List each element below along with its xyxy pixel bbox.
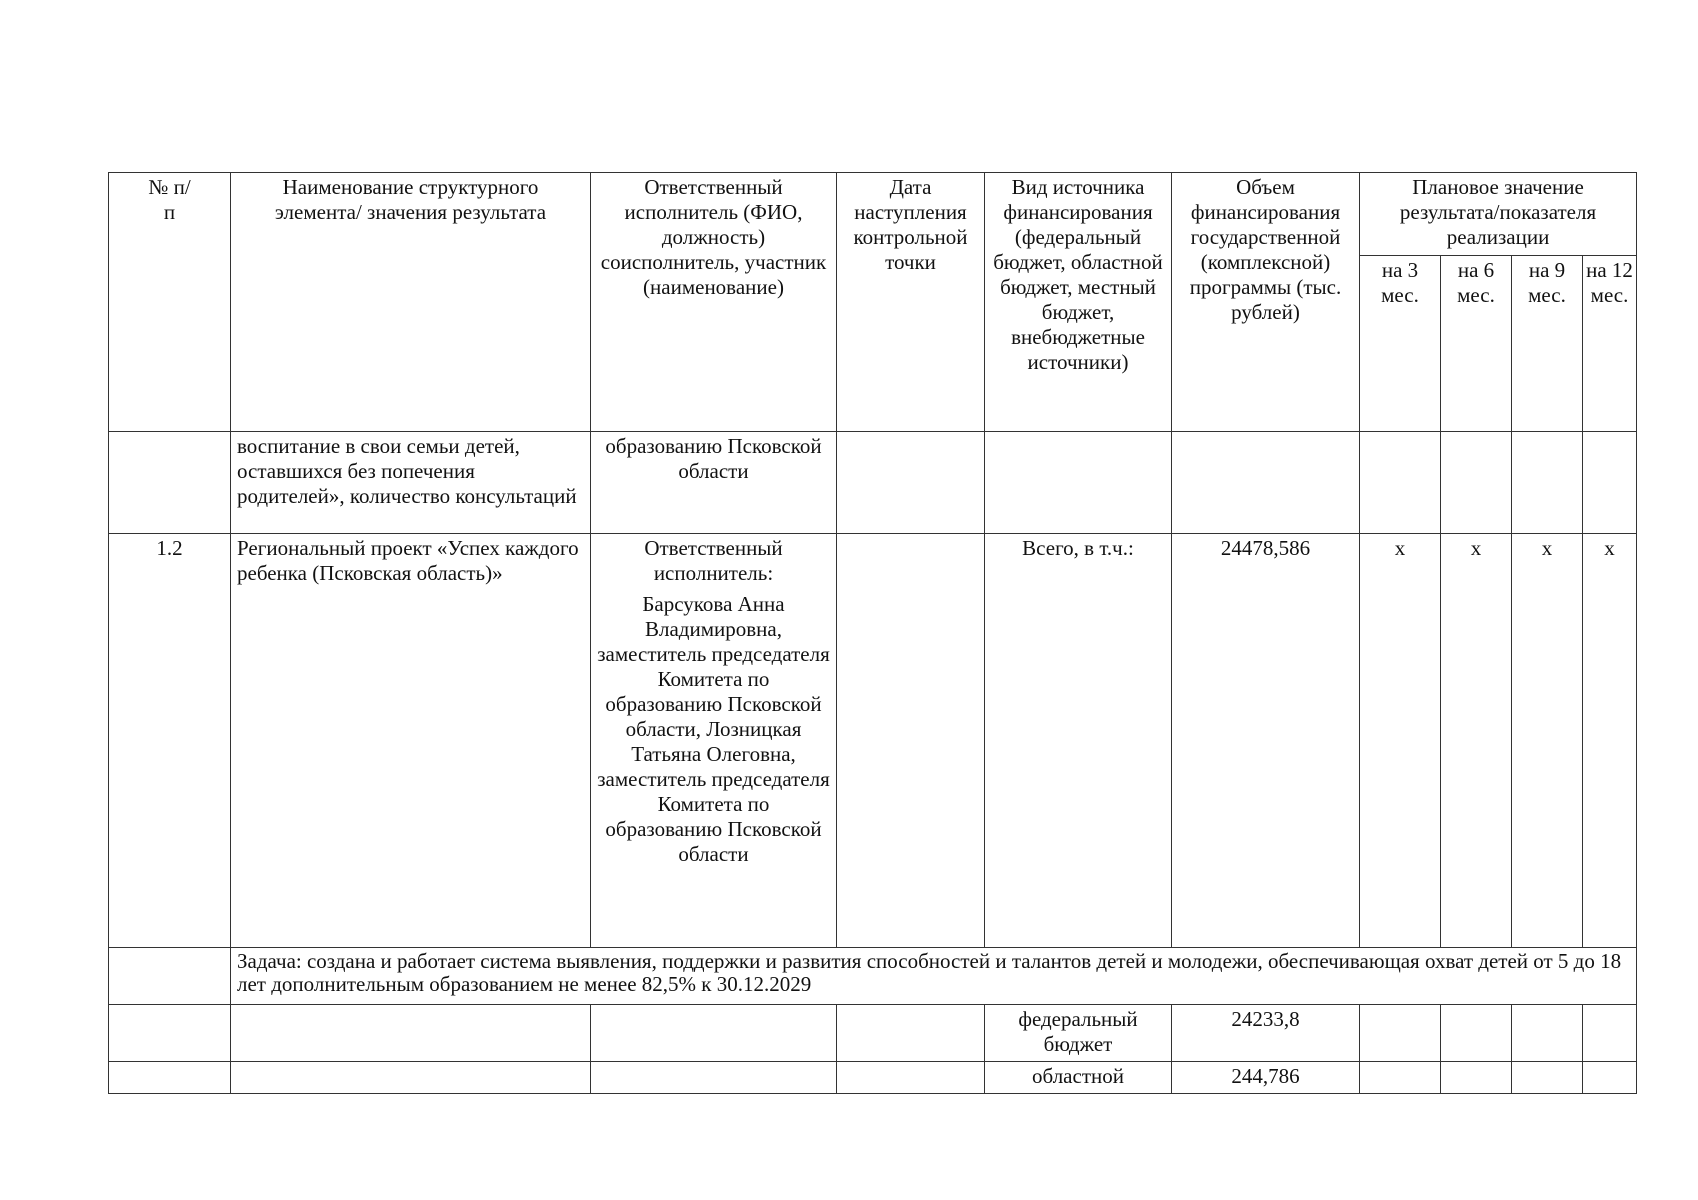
header-date: Дата наступления контрольной точки (837, 173, 985, 432)
cell-empty (231, 1005, 591, 1062)
responsible-persons: Барсукова Анна Владимировна, заместитель председателя Комитета по образованию Псковской области, Лозницкая Татьяна Олеговна, заместитель председателя Комитета по образованию Псковской области (597, 592, 830, 866)
cell-empty (985, 432, 1172, 534)
program-table (108, 172, 1637, 1094)
cell-empty (1583, 1005, 1637, 1062)
task-row (109, 948, 1637, 1005)
cell-empty (1512, 1005, 1583, 1062)
cell-empty (1360, 1005, 1441, 1062)
table-row (109, 432, 1637, 534)
cell-empty (1360, 1062, 1441, 1094)
cell-empty (1441, 1062, 1512, 1094)
header-m3: на 3 мес. (1360, 256, 1441, 432)
cell-empty (109, 948, 231, 1005)
row-responsible: образованию Псковской области (591, 432, 837, 534)
row-responsible (591, 534, 837, 948)
cell-empty (1360, 432, 1441, 534)
header-m9: на 9 мес. (1512, 256, 1583, 432)
row-volume: 244,786 (1172, 1062, 1360, 1094)
header-name: Наименование структурного элемента/ значения результата (231, 173, 591, 432)
cell-empty (1512, 1062, 1583, 1094)
header-m6: на 6 мес. (1441, 256, 1512, 432)
cell-empty (1583, 1062, 1637, 1094)
row-volume: 24478,586 (1172, 534, 1360, 948)
table-row (109, 1062, 1637, 1094)
cell-empty (109, 432, 231, 534)
row-source: областной (985, 1062, 1172, 1094)
row-m12: x (1583, 534, 1637, 948)
row-num: 1.2 (109, 534, 231, 948)
cell-empty (109, 1005, 231, 1062)
header-planned: Плановое значение результата/показателя реализации (1360, 173, 1637, 256)
header-responsible: Ответственный исполнитель (ФИО, должность) соисполнитель, участник (наименование) (591, 173, 837, 432)
cell-empty (837, 534, 985, 948)
row-source: федеральный бюджет (985, 1005, 1172, 1062)
header-m12: на 12 мес. (1583, 256, 1637, 432)
row-volume: 24233,8 (1172, 1005, 1360, 1062)
table-row (109, 1005, 1637, 1062)
cell-empty (1172, 432, 1360, 534)
cell-empty (591, 1062, 837, 1094)
cell-empty (1441, 1005, 1512, 1062)
header-num: № п/п (109, 173, 231, 432)
table-row (109, 534, 1637, 948)
row-name: воспитание в свои семьи детей, оставшихся без попечения родителей», количество консультаций (231, 432, 591, 534)
cell-empty (837, 432, 985, 534)
cell-empty (231, 1062, 591, 1094)
cell-empty (837, 1062, 985, 1094)
row-name: Региональный проект «Успех каждого ребенка (Псковская область)» (231, 534, 591, 948)
cell-empty (1512, 432, 1583, 534)
header-volume: Объем финансирования государственной (комплексной) программы (тыс. рублей) (1172, 173, 1360, 432)
responsible-title: Ответственный исполнитель: (644, 536, 783, 585)
cell-empty (837, 1005, 985, 1062)
cell-empty (1441, 432, 1512, 534)
row-m6: x (1441, 534, 1512, 948)
task-text: Задача: создана и работает система выявления, поддержки и развития способностей и талантов детей и молодежи, обеспечивающая охват детей от 5 до 18 лет дополнительным образованием не менее 82,5% к 30.12.2029 (231, 948, 1637, 1005)
row-source: Всего, в т.ч.: (985, 534, 1172, 948)
row-m3: x (1360, 534, 1441, 948)
header-row (109, 173, 1637, 256)
row-m9: x (1512, 534, 1583, 948)
cell-empty (1583, 432, 1637, 534)
cell-empty (591, 1005, 837, 1062)
header-source: Вид источника финансирования (федеральный бюджет, областной бюджет, местный бюджет, внебюджетные источники) (985, 173, 1172, 432)
cell-empty (109, 1062, 231, 1094)
